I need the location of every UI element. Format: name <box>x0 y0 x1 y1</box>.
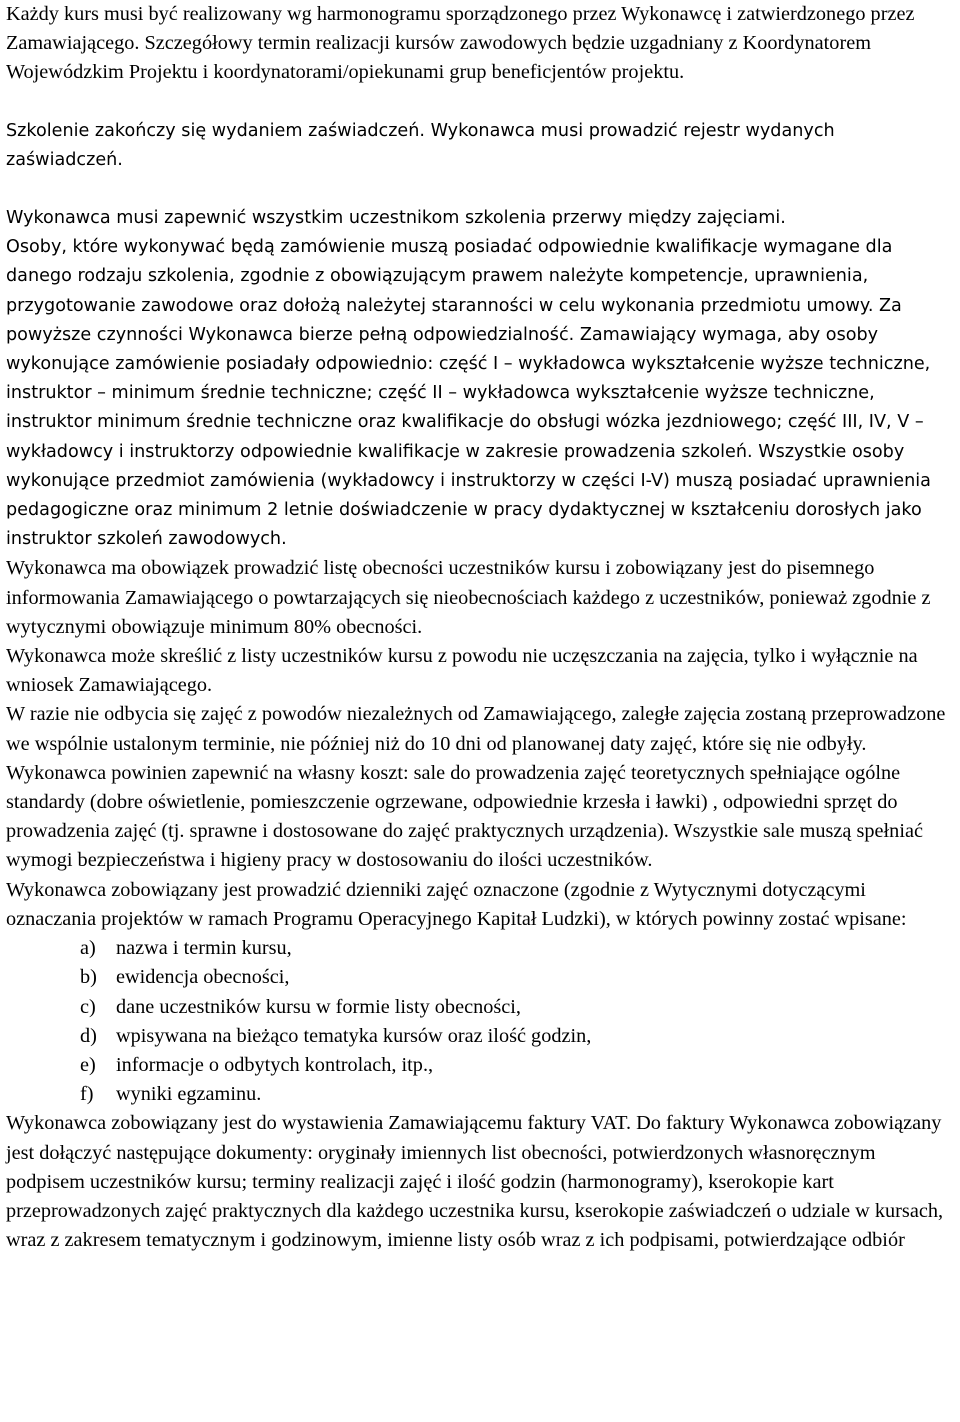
document-page <box>6 0 956 1255</box>
list-item <box>6 963 956 992</box>
paragraph-invoice: Wykonawca zobowiązany jest do wystawienia Zamawiającemu faktury VAT. Do faktury Wykonawca zobowiązany jest dołączyć następujące dokumenty: oryginały imiennych list obecności, potwierdzonych własnoręcznym podpisem uczestników kursu; terminy realizacji zajęć i ilość godzin (harmonogramy), kserokopie kart przeprowadzonych zajęć praktycznych dla każdego uczestnika kursu, kserokopie zaświadczeń o udziale w kursach, wraz z zakresem tematycznym i godzinowym, imienne listy osób wraz z ich podpisami, potwierdzające odbiór <box>6 1112 944 1252</box>
list-marker: c) <box>80 995 96 1018</box>
list-item <box>6 934 956 963</box>
list-marker: b) <box>80 966 97 989</box>
paragraph-rooms: Wykonawca powinien zapewnić na własny koszt: sale do prowadzenia zajęć teoretycznych spełniające ogólne standardy (dobre oświetlenie, pomieszczenie ogrzewane, odpowiednie krzesła i ławki) , odpowiedni sprzęt do prowadzenia zajęć (tj. sprawne i dostosowane do zajęć praktycznych urządzenia). Wszystkie sale muszą spełniać wymogi bezpieczeństwa i higieny pracy w dostosowaniu do ilości uczestników. <box>6 761 923 872</box>
list-marker: f) <box>80 1083 94 1106</box>
list-item <box>6 1022 956 1051</box>
list-item <box>6 993 956 1022</box>
list-marker: a) <box>80 937 96 960</box>
paragraph-removal: Wykonawca może skreślić z listy uczestników kursu z powodu nie uczęszczania na zajęcia, tylko i wyłącznie na wniosek Zamawiającego. <box>6 645 918 697</box>
paragraph-gap <box>6 175 956 204</box>
paragraph-qualifications: Osoby, które wykonywać będą zamówienie muszą posiadać odpowiednie kwalifikacje wymagane dla danego rodzaju szkolenia, zgodnie z obowiązującym prawem należyte kompetencje, uprawnienia, przygotowanie zawodowe oraz dołożą należytej staranności w celu wykonania przedmiotu umowy. Za powyższe czynności Wykonawca bierze pełną odpowiedzialność. Zamawiający wymaga, aby osoby wykonujące zamówienie posiadały odpowiednio: część I – wykładowca wykształcenie wyższe techniczne, instruktor – minimum średnie techniczne; część II – wykładowca wykształcenie wyższe techniczne, instruktor minimum średnie techniczne oraz kwalifikacje do obsługi wózka jezdniowego; część III, IV, V – wykładowcy i instruktorzy odpowiednie kwalifikacje w zakresie prowadzenia szkoleń. Wszystkie osoby wykonujące przedmiot zamówienia (wykładowcy i instruktorzy w części I-V) muszą posiadać uprawnienia pedagogiczne oraz minimum 2 letnie doświadczenie w pracy dydaktycznej w kształceniu dorosłych jako instruktor szkoleń zawodowych. <box>6 237 931 550</box>
paragraph-attendance: Wykonawca ma obowiązek prowadzić listę obecności uczestników kursu i zobowiązany jest do pisemnego informowania Zamawiającego o powtarzających się nieobecnościach każdego z uczestników, ponieważ zgodnie z wytycznymi obowiązuje minimum 80% obecności. <box>6 557 931 638</box>
list-item-text: nazwa i termin kursu, <box>116 937 292 960</box>
paragraph-schedule: Każdy kurs musi być realizowany wg harmonogramu sporządzonego przez Wykonawcę i zatwierdzonego przez Zamawiającego. Szczegółowy termin realizacji kursów zawodowych będzie uzgadniany z Koordynatorem Wojewódzkim Projektu i koordynatorami/opiekunami grup beneficjentów projektu. <box>6 3 915 84</box>
list-item-text: ewidencja obecności, <box>116 966 290 989</box>
journal-contents-list <box>6 934 956 1109</box>
list-marker: d) <box>80 1024 97 1047</box>
list-item-text: wyniki egzaminu. <box>116 1083 262 1106</box>
list-item <box>6 1051 956 1080</box>
paragraph-journals: Wykonawca zobowiązany jest prowadzić dzienniki zajęć oznaczone (zgodnie z Wytycznymi dotyczącymi oznaczania projektów w ramach Programu Operacyjnego Kapitał Ludzki), w których powinny zostać wpisane: <box>6 878 907 930</box>
list-item-text: wpisywana na bieżąco tematyka kursów oraz ilość godzin, <box>116 1024 592 1047</box>
list-item <box>6 1080 956 1109</box>
paragraph-certificates: Szkolenie zakończy się wydaniem zaświadczeń. Wykonawca musi prowadzić rejestr wydanych zaświadczeń. <box>6 120 835 170</box>
list-marker: e) <box>80 1053 96 1076</box>
list-item-text: informacje o odbytych kontrolach, itp., <box>116 1053 434 1076</box>
paragraph-gap <box>6 88 956 117</box>
paragraph-breaks: Wykonawca musi zapewnić wszystkim uczestnikom szkolenia przerwy między zajęciami. <box>6 208 786 229</box>
list-item-text: dane uczestników kursu w formie listy obecności, <box>116 995 521 1018</box>
paragraph-missed-classes: W razie nie odbycia się zajęć z powodów niezależnych od Zamawiającego, zaległe zajęcia zostaną przeprowadzone we wspólnie ustalonym terminie, nie później niż do 10 dni od planowanej daty zajęć, które się nie odbyły. <box>6 703 946 755</box>
